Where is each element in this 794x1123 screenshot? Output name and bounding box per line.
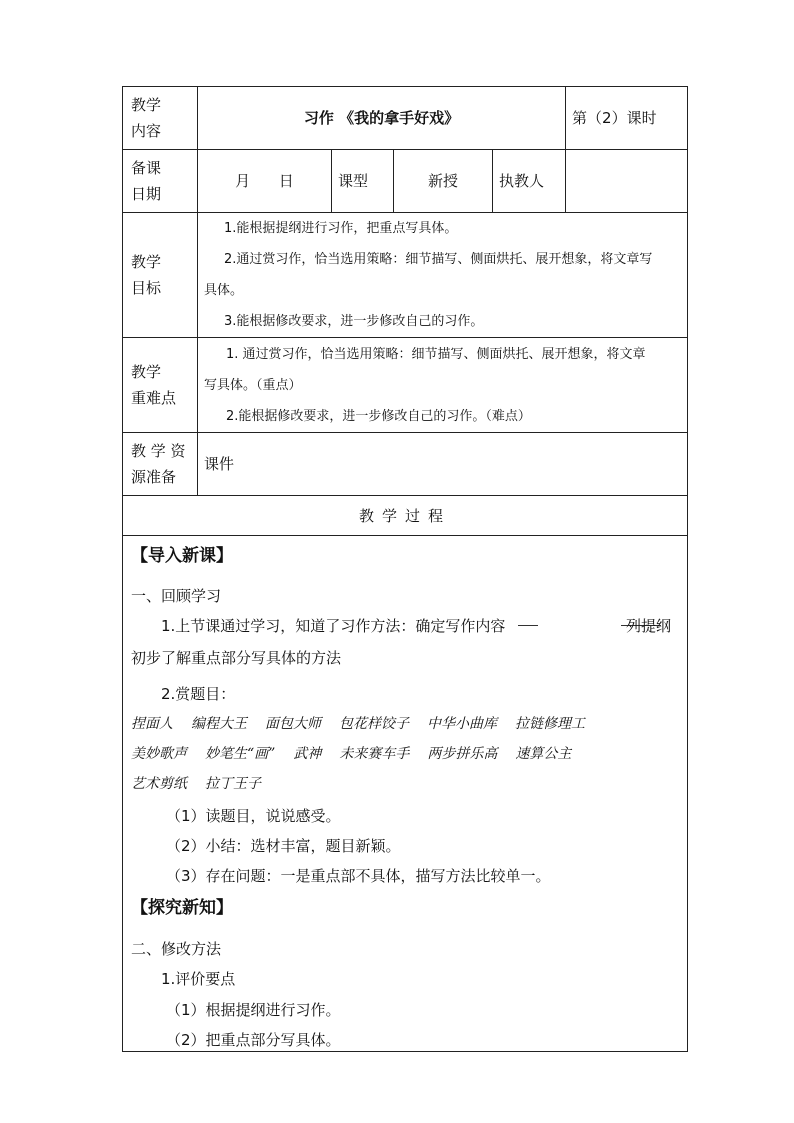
resources-label: 教 学 资 源准备 <box>123 433 198 496</box>
review-paragraph-1b: 列提纲 <box>626 617 672 635</box>
teacher-label: 执教人 <box>493 150 566 213</box>
section-explore-heading: 【探究新知】 <box>131 898 233 918</box>
eval-heading: 1.评价要点 <box>161 970 236 988</box>
date-label: 备课 日期 <box>123 150 198 213</box>
row-goals <box>123 213 688 338</box>
question-2: （2）小结：选材丰富，题目新颖。 <box>166 837 401 855</box>
review-heading: 一、回顾学习 <box>131 587 222 605</box>
row-difficulty <box>123 338 688 433</box>
date-value: 月 日 <box>198 150 332 213</box>
question-3: （3）存在问题：一是重点部不具体，描写方法比较单一。 <box>166 867 551 885</box>
lesson-info-table <box>122 86 688 536</box>
content-label: 教学 内容 <box>123 87 198 150</box>
question-1: （1）读题目，说说感受。 <box>166 807 341 825</box>
eval-point-1: （1）根据提纲进行习作。 <box>166 1001 341 1019</box>
topics-row-3: 艺术剪纸 拉丁王子 <box>131 776 261 792</box>
topics-row-2: 美妙歌声 妙笔生“画” 武神 未来赛车手 两步拼乐高 速算公主 <box>131 746 572 762</box>
type-value: 新授 <box>394 150 493 213</box>
row-process <box>123 496 688 536</box>
row-resources <box>123 433 688 496</box>
review-paragraph-1a: 1.上节课通过学习，知道了习作方法：确定写作内容 <box>161 617 506 635</box>
row-content <box>123 87 688 150</box>
modify-heading: 二、修改方法 <box>131 940 222 958</box>
arrow-line <box>518 625 538 626</box>
goals-content: 1.能根据提纲进行习作，把重点写具体。 2.通过赏习作，恰当选用策略：细节描写、侧面烘托、展开想象，将文章写 具体。 3.能根据修改要求，进一步修改自己的习作。 <box>198 213 688 338</box>
difficulty-label: 教学 重难点 <box>123 338 198 433</box>
topics-row-1: 捏面人 编程大王 面包大师 包花样饺子 中华小曲库 拉链修理工 <box>131 716 585 732</box>
goals-label: 教学 目标 <box>123 213 198 338</box>
resources-value: 课件 <box>198 433 688 496</box>
section-intro-heading: 【导入新课】 <box>131 546 233 566</box>
period-cell: 第（2）课时 <box>566 87 688 150</box>
difficulty-content: 1. 通过赏习作，恰当选用策略：细节描写、侧面烘托、展开想象，将文章 写具体。（重点） 2.能根据修改要求，进一步修改自己的习作。（难点） <box>198 338 688 433</box>
review-paragraph-1c: 初步了解重点部分写具体的方法 <box>131 649 342 667</box>
row-date <box>123 150 688 213</box>
topics-heading: 2.赏题目： <box>161 685 236 703</box>
type-label: 课型 <box>332 150 394 213</box>
eval-point-2: （2）把重点部分写具体。 <box>166 1031 341 1049</box>
process-heading: 教学过程 <box>123 496 688 536</box>
lesson-title: 习作 《我的拿手好戏》 <box>198 87 566 150</box>
teacher-value <box>566 150 688 213</box>
lesson-body <box>122 536 688 1052</box>
